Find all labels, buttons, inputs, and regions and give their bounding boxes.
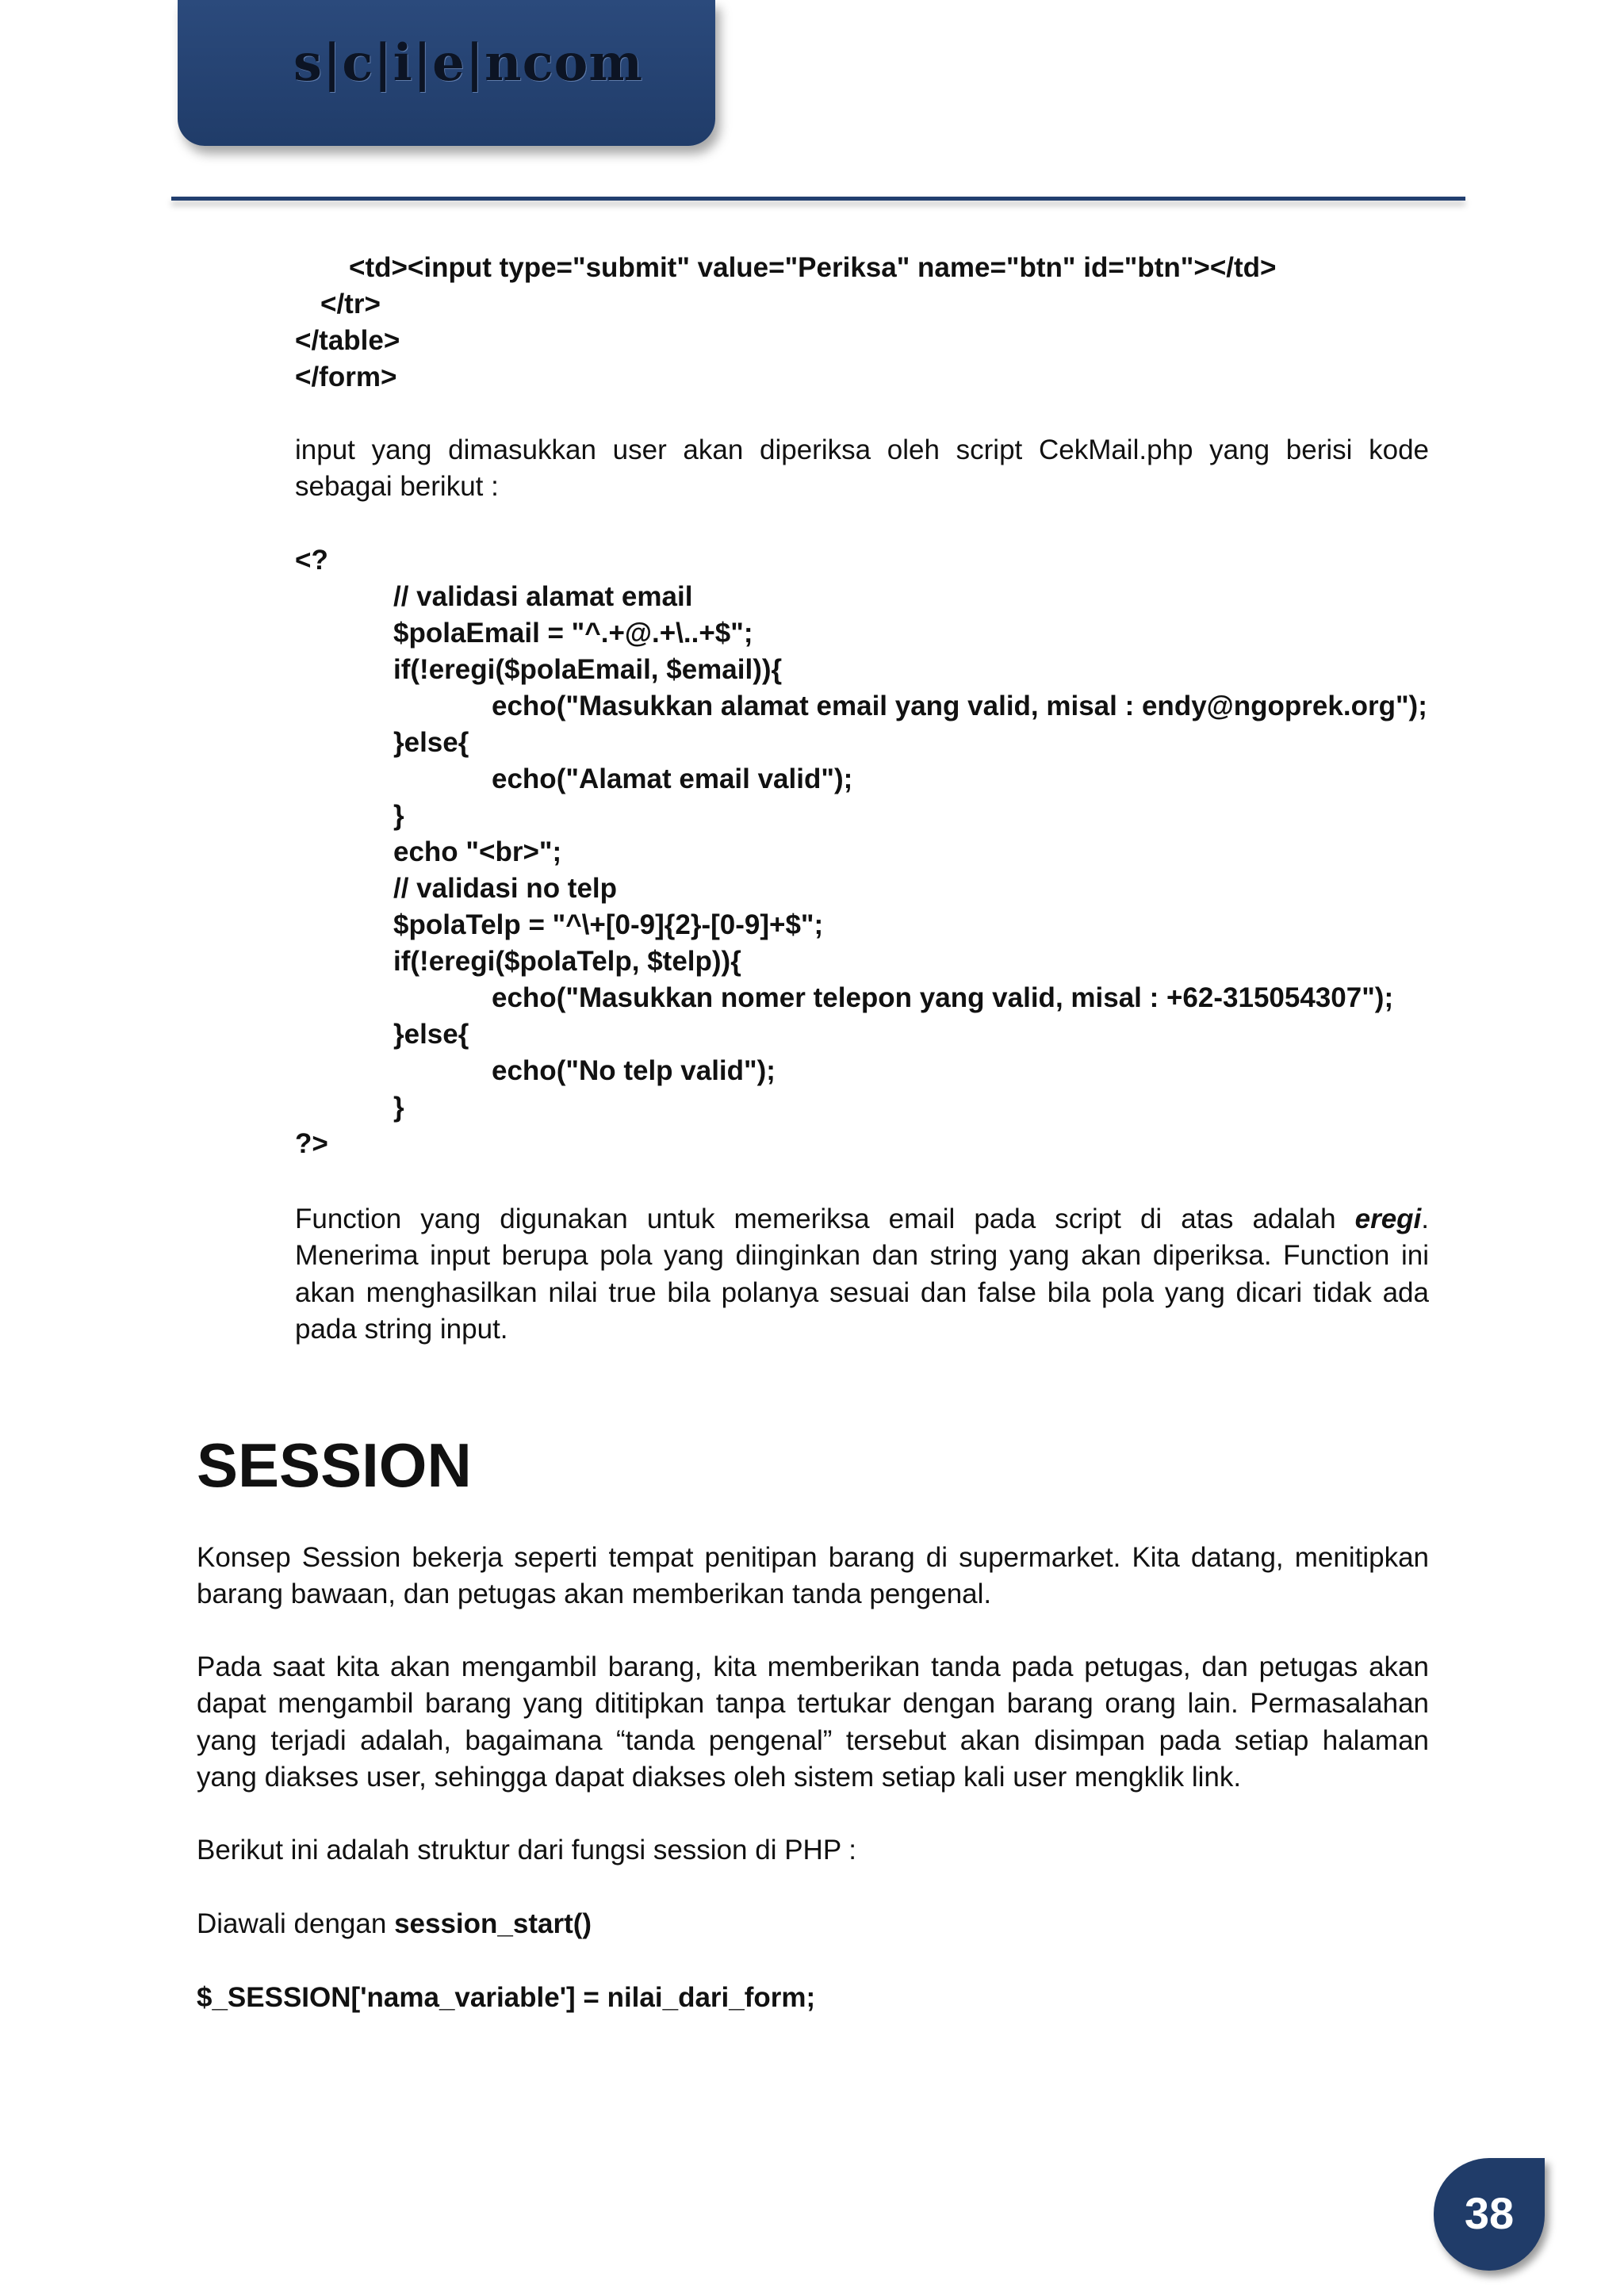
code-line: }	[393, 800, 404, 831]
function-name-emphasis: eregi	[1354, 1203, 1422, 1234]
code-line: // validasi alamat email	[393, 581, 693, 612]
code-line: <td><input type="submit" value="Periksa" name="btn" id="btn"></td>	[349, 252, 1277, 283]
code-line: echo "<br>";	[393, 836, 562, 867]
code-line: }else{	[393, 727, 469, 758]
code-line: </tr>	[320, 289, 381, 320]
code-line: echo("No telp valid");	[492, 1055, 776, 1086]
code-line: echo("Masukkan nomer telepon yang valid, misal : +62-315054307");	[492, 982, 1394, 1013]
code-line: if(!eregi($polaEmail, $email)){	[393, 654, 783, 685]
session-paragraph: Berikut ini adalah struktur dari fungsi session di PHP :	[197, 1835, 856, 1866]
code-line: ?>	[295, 1128, 328, 1159]
code-line: $polaEmail = "^.+@.+\..+$";	[393, 618, 753, 649]
function-paragraph-text: . Menerima input berupa pola yang diinginkan dan string yang akan diperiksa. Function ini akan menghasilkan nilai true bila polanya sesuai dan false bila pola yang dicari tidak ada pada string input.	[295, 1203, 1429, 1345]
code-line: </table>	[295, 325, 400, 356]
code-line: $_SESSION['nama_variable'] = nilai_dari_form;	[197, 1982, 816, 2013]
session-paragraph	[197, 1906, 1429, 1942]
code-line: echo("Alamat email valid");	[492, 763, 853, 794]
code-line: }	[393, 1092, 404, 1123]
header-divider	[171, 197, 1465, 201]
header-logo-tab	[178, 0, 715, 146]
session-text: Diawali dengan	[197, 1908, 395, 1939]
session-paragraph: Konsep Session bekerja seperti tempat penitipan barang di supermarket. Kita datang, menitipkan barang bawaan, dan petugas akan memberikan tanda pengenal.	[197, 1542, 1429, 1610]
code-line: }else{	[393, 1019, 469, 1050]
code-line: $polaTelp = "^\+[0-9]{2}-[0-9]+$";	[393, 909, 824, 940]
function-paragraph	[295, 1201, 1429, 1348]
function-paragraph-text: Function yang digunakan untuk memeriksa email pada script di atas adalah	[295, 1203, 1355, 1234]
code-line: // validasi no telp	[393, 873, 618, 904]
code-line: if(!eregi($polaTelp, $telp)){	[393, 946, 741, 977]
code-line: </form>	[295, 362, 397, 392]
inline-code: session_start()	[394, 1908, 592, 1939]
intro-paragraph: input yang dimasukkan user akan diperiksa oleh script CekMail.php yang berisi kode sebagai berikut :	[295, 434, 1429, 503]
code-line: echo("Masukkan alamat email yang valid, misal : endy@ngoprek.org");	[492, 691, 1427, 721]
page-number-badge	[1434, 2158, 1545, 2271]
code-line: <?	[295, 545, 328, 576]
logo: s|c|i|e|ncom	[293, 33, 644, 93]
page-number: 38	[1464, 2188, 1515, 2238]
session-paragraph: Pada saat kita akan mengambil barang, kita memberikan tanda pada petugas, dan petugas akan dapat mengambil barang yang dititipkan tanpa tertukar dengan barang orang lain. Permasalahan yang terjadi adalah, bagaimana “tanda pengenal” tersebut akan disimpan pada setiap halaman yang diakses user, sehingga dapat diakses oleh sistem setiap kali user mengklik link.	[197, 1651, 1429, 1793]
section-title: SESSION	[197, 1430, 472, 1500]
